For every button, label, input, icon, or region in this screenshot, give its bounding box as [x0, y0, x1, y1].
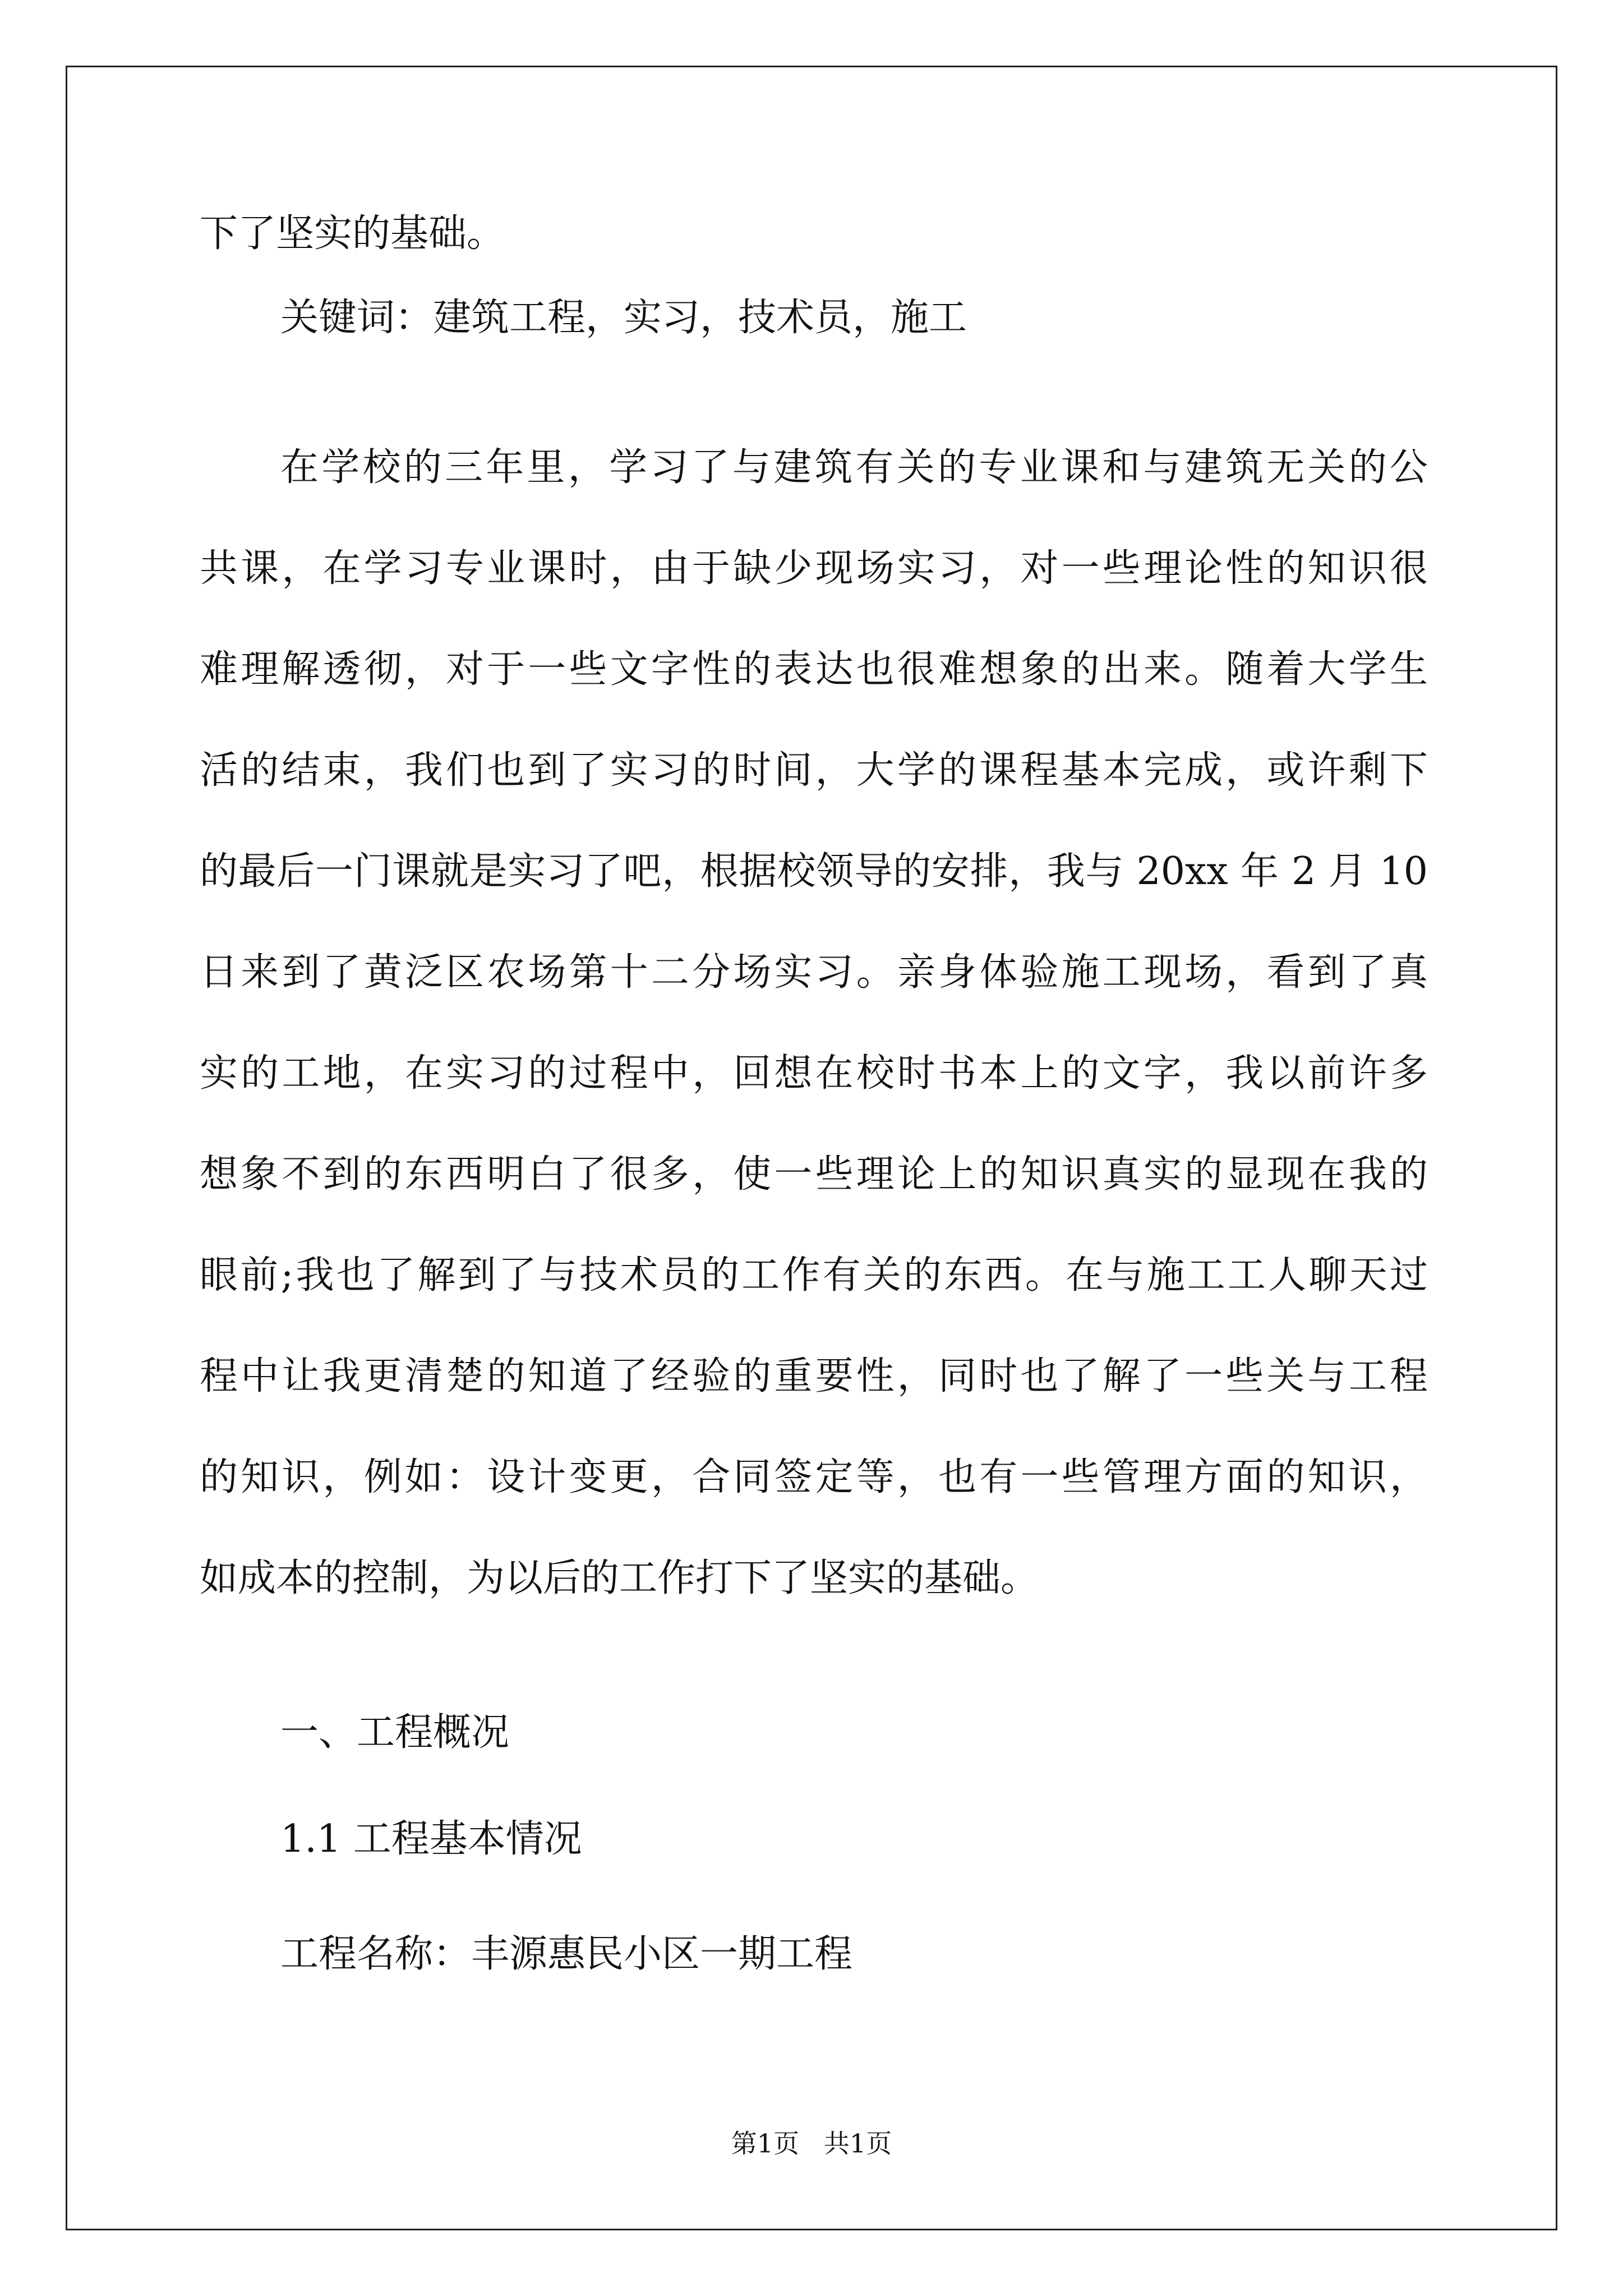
project-name-line: 工程名称：丰源惠民小区一期工程 — [280, 1932, 853, 1976]
keywords-line: 关键词：建筑工程，实习，技术员，施工 — [280, 296, 967, 340]
paragraph-line-6: 日来到了黄泛区农场第十二分场实习。亲身体验施工现场，看到了真 — [200, 950, 1428, 995]
page-footer: 第1页 共1页 — [731, 2128, 892, 2159]
section-heading: 一、工程概况 — [280, 1710, 510, 1755]
paragraph-line-3: 难理解透彻，对于一些文字性的表达也很难想象的出来。随着大学生 — [200, 647, 1428, 692]
paragraph-line-11: 的知识，例如：设计变更，合同签定等，也有一些管理方面的知识， — [200, 1455, 1428, 1499]
paragraph-line-2: 共课，在学习专业课时，由于缺少现场实习，对一些理论性的知识很 — [200, 546, 1428, 591]
paragraph-line-8: 想象不到的东西明白了很多，使一些理论上的知识真实的显现在我的 — [200, 1152, 1428, 1197]
subsection-heading: 1.1 工程基本情况 — [280, 1817, 582, 1861]
paragraph-line-9: 眼前;我也了解到了与技术员的工作有关的东西。在与施工工人聊天过 — [200, 1253, 1428, 1297]
paragraph-line-5: 的最后一门课就是实习了吧，根据校领导的安排，我与 20xx 年 2 月 10 — [200, 849, 1428, 894]
paragraph-line-4: 活的结束，我们也到了实习的时间，大学的课程基本完成，或许剩下 — [200, 748, 1428, 793]
paragraph-line-10: 程中让我更清楚的知道了经验的重要性，同时也了解了一些关与工程 — [200, 1354, 1428, 1398]
paragraph-line-12: 如成本的控制，为以后的工作打下了坚实的基础。 — [200, 1556, 1039, 1600]
paragraph-line-1: 在学校的三年里，学习了与建筑有关的专业课和与建筑无关的公 — [280, 445, 1428, 490]
page-border — [66, 66, 1557, 2230]
text-line-1: 下了坚实的基础。 — [200, 211, 505, 256]
paragraph-line-7: 实的工地，在实习的过程中，回想在校时书本上的文字，我以前许多 — [200, 1051, 1428, 1096]
